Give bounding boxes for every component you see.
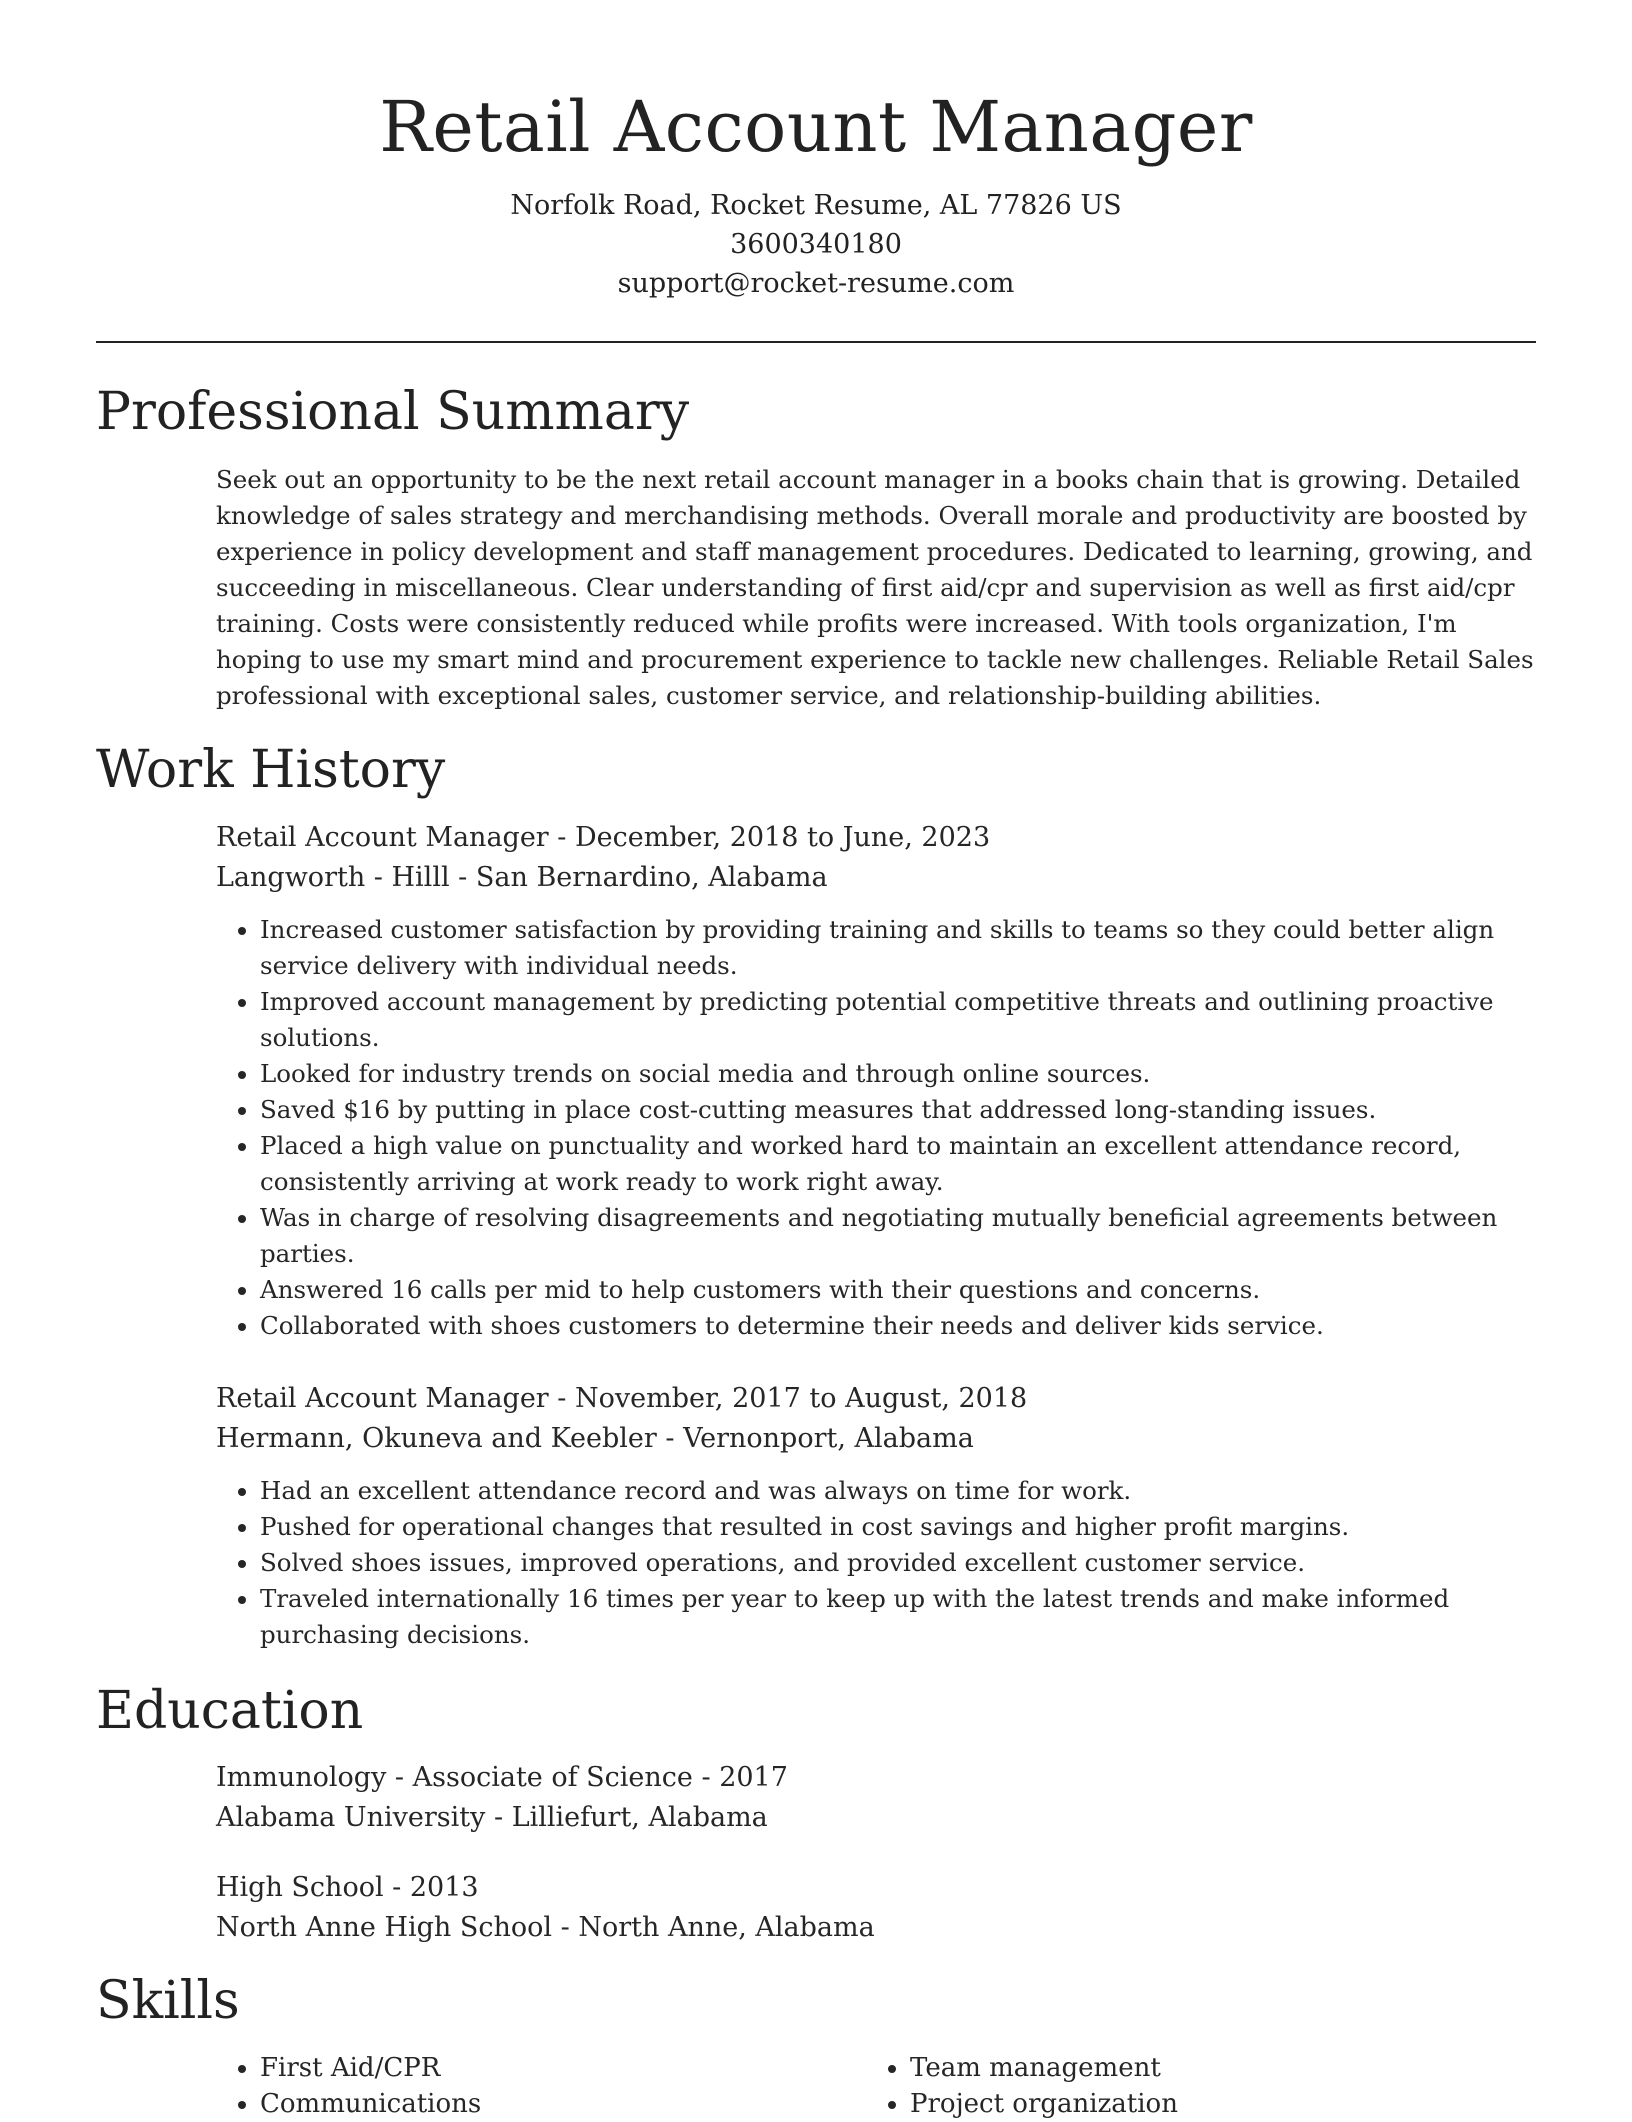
list-item: • Traveled internationally 16 times per year to keep up with the latest trends and make informed purchasing decisions. <box>260 1581 1534 1653</box>
education-entry-2 <box>216 1868 1534 1948</box>
education-degree-line <box>216 1758 1534 1798</box>
phone: 3600340180 <box>730 229 902 260</box>
list-item: • Answered 16 calls per mid to help customers with their questions and concerns. <box>260 1272 1534 1308</box>
job-bullets <box>216 912 1534 1344</box>
education-entry-1 <box>216 1758 1534 1838</box>
job-company: Hermann, Okuneva and Keebler <box>216 1423 657 1454</box>
list-item: • Was in charge of resolving disagreements and negotiating mutually beneficial agreements between parties. <box>260 1200 1534 1272</box>
job-location: - San Bernardino, Alabama <box>449 862 828 893</box>
list-item: • Saved $16 by putting in place cost-cutting measures that addressed long-standing issues. <box>260 1092 1534 1128</box>
list-item: • Looked for industry trends on social media and through online sources. <box>260 1056 1534 1092</box>
skills-heading: Skills <box>96 1971 240 2031</box>
address: Norfolk Road, Rocket Resume, AL 77826 US <box>510 190 1122 221</box>
job-dates: - December, 2018 to June, 2023 <box>548 822 991 853</box>
education-location: - North Anne, Alabama <box>552 1912 875 1943</box>
education-school: Alabama University <box>216 1802 486 1833</box>
education-heading: Education <box>96 1681 364 1741</box>
skills-list <box>866 2050 1466 2122</box>
job-title-line <box>216 1379 1534 1419</box>
contact-info <box>0 186 1632 303</box>
job-entry-1 <box>216 818 1534 1344</box>
job-role: Retail Account Manager <box>216 1383 549 1414</box>
summary-text: Seek out an opportunity to be the next retail account manager in a books chain that is growing. Detailed knowledge of sales strategy and merchandising methods. Overall morale and productivity are boosted by experience in policy development and staff management procedures. Dedicated to learning, growing, and succeeding in miscellaneous. Clear understanding of first aid/cpr and supervision as well as first aid/cpr training. Costs were consistently reduced while profits were increased. With tools organization, I'm hoping to use my smart mind and procurement experience to tackle new challenges. Reliable Retail Sales professional with exceptional sales, customer service, and relationship-building abilities. <box>216 465 1534 710</box>
candidate-name: Retail Account Manager <box>379 86 1253 168</box>
education-school: North Anne High School <box>216 1912 553 1943</box>
list-item: • Collaborated with shoes customers to determine their needs and deliver kids service. <box>260 1308 1534 1344</box>
education-location: - Lilliefurt, Alabama <box>485 1802 768 1833</box>
work-history-heading: Work History <box>96 740 446 800</box>
skills-column-left <box>216 2050 816 2122</box>
job-entry-2 <box>216 1379 1534 1653</box>
summary-heading: Professional Summary <box>96 382 690 442</box>
job-title-line <box>216 818 1534 858</box>
list-item: • Team management <box>910 2050 1466 2086</box>
education-degree: Immunology - Associate of Science <box>216 1762 693 1793</box>
resume-header <box>0 0 1632 303</box>
skills-column-right <box>866 2050 1466 2122</box>
job-company-line <box>216 858 1534 898</box>
list-item: • Increased customer satisfaction by providing training and skills to teams so they could better align service delivery with individual needs. <box>260 912 1534 984</box>
header-divider <box>96 341 1536 343</box>
list-item: • Had an excellent attendance record and was always on time for work. <box>260 1473 1534 1509</box>
education-year: - 2017 <box>692 1762 788 1793</box>
list-item: • Communications <box>260 2086 816 2122</box>
list-item: • Solved shoes issues, improved operations, and provided excellent customer service. <box>260 1545 1534 1581</box>
list-item: • Project organization <box>910 2086 1466 2122</box>
education-school-line <box>216 1908 1534 1948</box>
list-item: • Pushed for operational changes that resulted in cost savings and higher profit margins. <box>260 1509 1534 1545</box>
education-degree: High School <box>216 1872 384 1903</box>
skills-list <box>216 2050 816 2122</box>
education-school-line <box>216 1798 1534 1838</box>
education-year: - 2013 <box>383 1872 479 1903</box>
summary-section <box>216 462 1534 714</box>
job-role: Retail Account Manager <box>216 822 549 853</box>
education-degree-line <box>216 1868 1534 1908</box>
job-bullets <box>216 1473 1534 1653</box>
email: support@rocket-resume.com <box>617 268 1015 299</box>
job-location: - Vernonport, Alabama <box>656 1423 974 1454</box>
list-item: • Improved account management by predicting potential competitive threats and outlining proactive solutions. <box>260 984 1534 1056</box>
job-company: Langworth - Hilll <box>216 862 450 893</box>
list-item: • Placed a high value on punctuality and worked hard to maintain an excellent attendance record, consistently arriving at work ready to work right away. <box>260 1128 1534 1200</box>
job-dates: - November, 2017 to August, 2018 <box>548 1383 1028 1414</box>
list-item: • First Aid/CPR <box>260 2050 816 2086</box>
job-company-line <box>216 1419 1534 1459</box>
